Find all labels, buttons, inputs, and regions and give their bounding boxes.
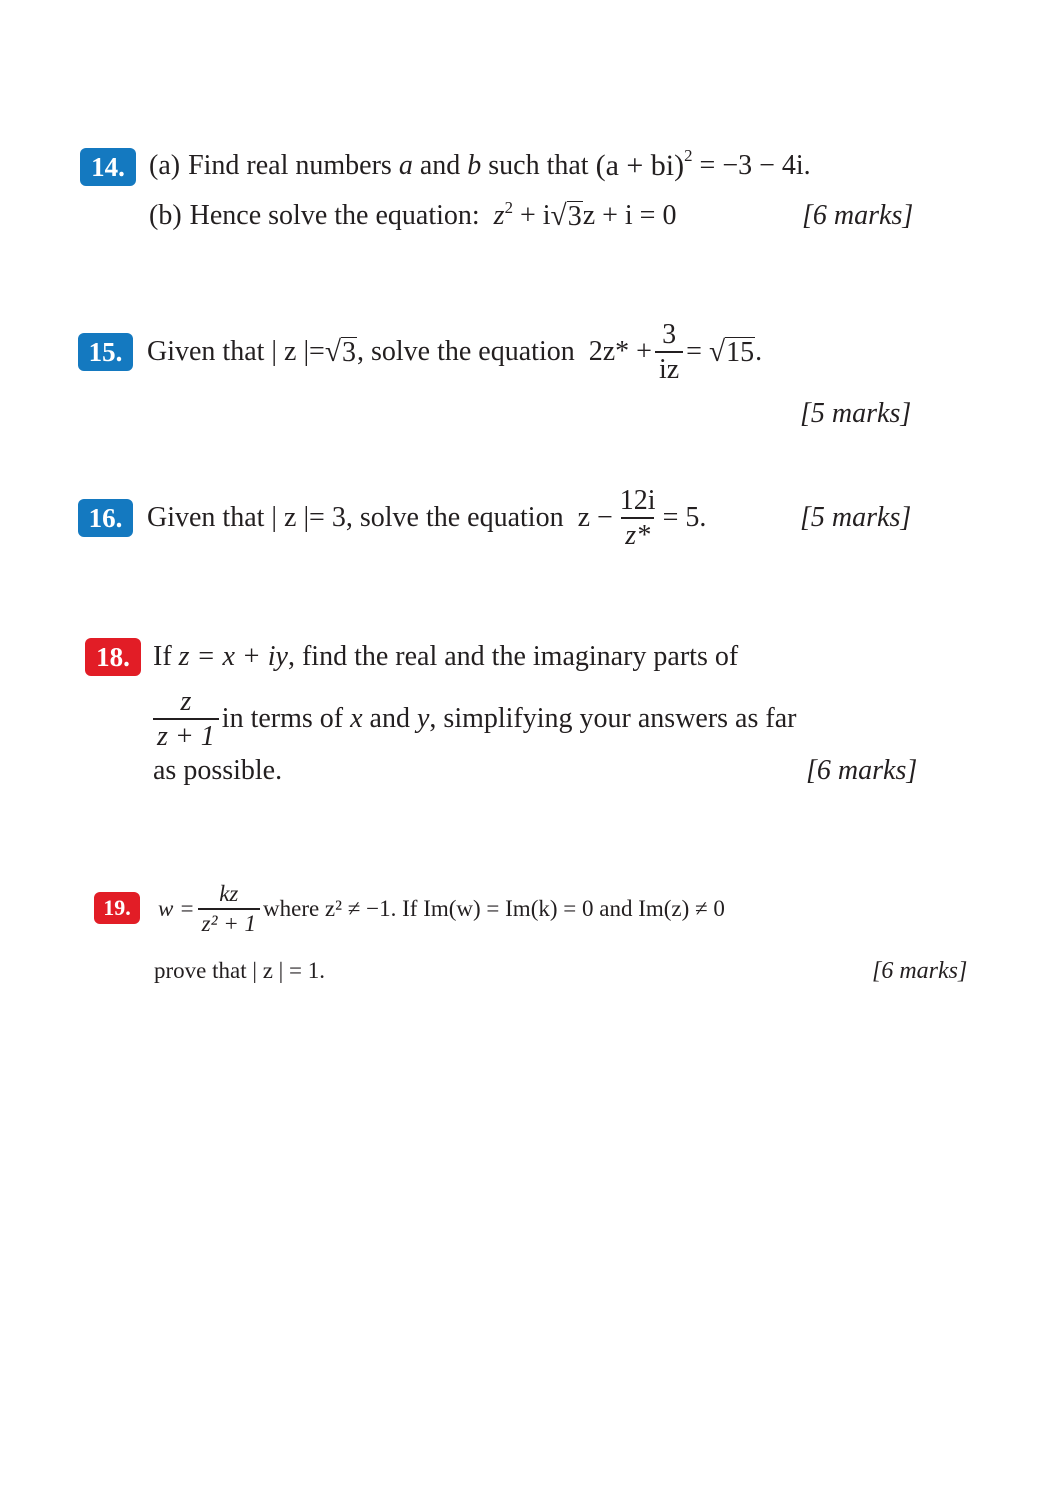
and-word: and [369, 703, 410, 734]
question-number-badge-16: 16. [78, 499, 133, 537]
part-b-text: Hence solve the equation: [189, 200, 480, 231]
marks-14: [6 marks] [802, 200, 914, 231]
condition-text: where z² ≠ −1. If Im(w) = Im(k) = 0 and Im(z) ≠ 0 [263, 896, 725, 921]
fraction-3-over-iz [655, 320, 683, 385]
question-18-line-3: as possible. [153, 755, 283, 786]
part-a-expression: (a + bi) [595, 149, 685, 182]
part-a-exponent: 2 [684, 146, 693, 165]
var-a: a [398, 150, 413, 181]
question-number-badge-19: 19. [94, 892, 140, 924]
part-a-text: Find real numbers [188, 150, 392, 181]
question-15-statement [147, 312, 762, 392]
lhs: z − [577, 502, 613, 533]
fraction-kz-over-z2-plus-1 [198, 882, 260, 936]
marks-15: [5 marks] [800, 398, 912, 429]
numerator: z [180, 685, 192, 717]
denominator: z + 1 [153, 718, 219, 751]
w-equals: w = [158, 896, 195, 921]
question-19-line-2: prove that | z | = 1. [154, 958, 325, 983]
part-b-rest: z + i = 0 [582, 200, 677, 231]
var-y: y [416, 703, 430, 734]
period: . [755, 336, 763, 367]
question-number-badge-15: 15. [78, 333, 133, 371]
question-14-part-b [149, 194, 676, 238]
sqrt-3: √ 3 [550, 199, 582, 232]
question-19-line-1 [158, 876, 725, 942]
question-18-line-2 [153, 684, 796, 754]
fraction-12i-over-zstar [616, 486, 660, 551]
numerator: kz [219, 880, 239, 906]
simplifying-text: , simplifying your answers as far [429, 703, 797, 734]
find-text: , find the real and the imaginary parts of [287, 641, 739, 672]
abs-z-text: | z |= 3, solve the equation [271, 502, 564, 533]
marks-16: [5 marks] [800, 502, 912, 533]
and-word: and [419, 150, 461, 181]
question-18-line-1 [153, 635, 738, 679]
question-number-badge-14: 14. [80, 148, 136, 186]
denominator: z² + 1 [198, 908, 260, 936]
z-definition: z = x + iy [178, 641, 288, 672]
var-x: x [350, 703, 363, 734]
in-terms-of: in terms of [221, 703, 344, 734]
denominator: z* [621, 517, 654, 550]
part-a-label: (a) [149, 150, 181, 181]
question-14-part-a [149, 144, 811, 188]
marks-19: [6 marks] [872, 958, 968, 984]
such-that: such that [488, 150, 589, 181]
sqrt-3: √ 3 [324, 335, 356, 368]
marks-18: [6 marks] [806, 755, 918, 786]
plus-i: + i [519, 200, 551, 231]
denominator: iz [655, 351, 683, 384]
part-b-label: (b) [149, 200, 182, 231]
sqrt-15: √ 15 [708, 335, 755, 368]
given-that: Given that [147, 336, 265, 367]
given-that: Given that [147, 502, 265, 533]
equals: = [686, 336, 702, 367]
fraction-z-over-z-plus-1 [153, 687, 219, 752]
var-z: z [493, 200, 505, 231]
question-number-badge-18: 18. [85, 638, 141, 676]
question-16-statement [147, 478, 706, 558]
solve-text: , solve the equation [357, 336, 575, 367]
numerator: 3 [662, 318, 677, 350]
z-squared: 2 [504, 198, 513, 217]
abs-z: | z |= [271, 336, 325, 367]
var-b: b [467, 150, 482, 181]
rhs: = 5. [662, 502, 707, 533]
numerator: 12i [619, 484, 656, 516]
if-word: If [153, 641, 172, 672]
part-a-rhs: = −3 − 4i. [699, 150, 811, 181]
lhs: 2z* + [588, 336, 652, 367]
